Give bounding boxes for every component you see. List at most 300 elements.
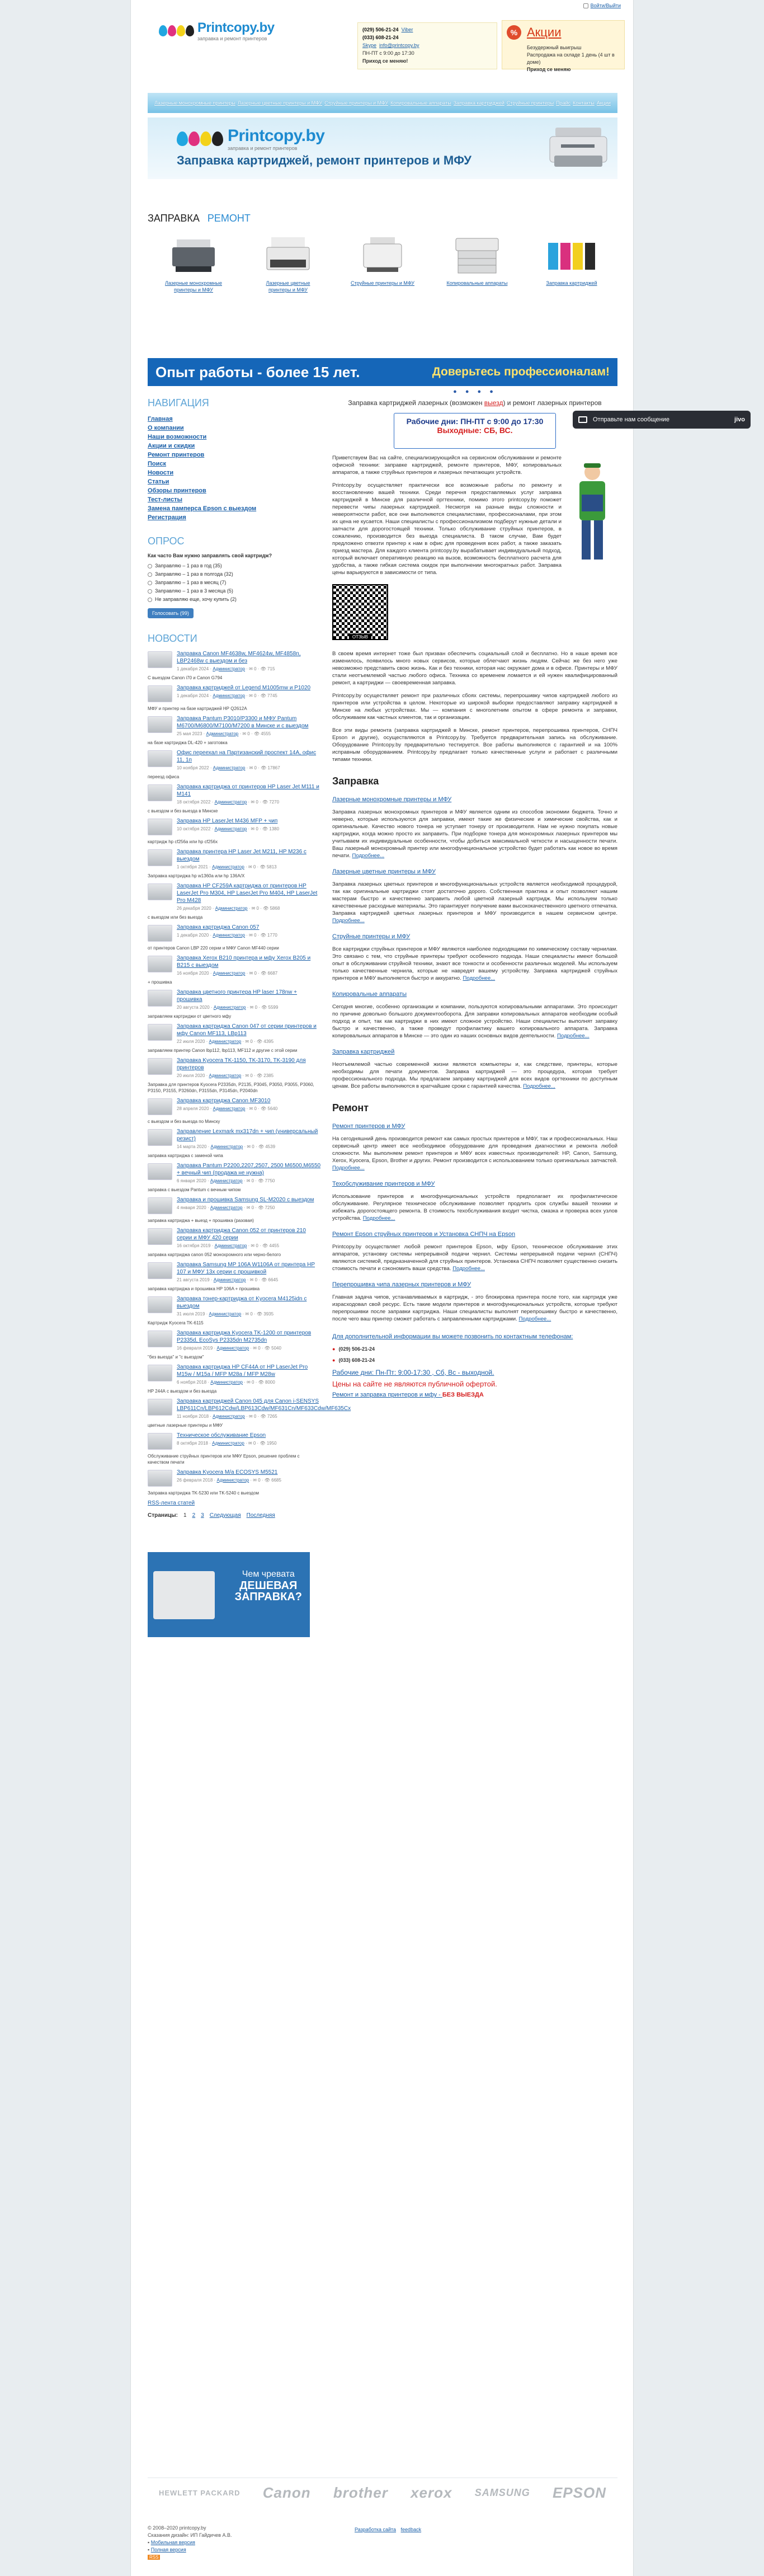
- news-item[interactable]: [148, 924, 322, 942]
- hero-banner[interactable]: [148, 117, 617, 179]
- news-item[interactable]: [148, 955, 322, 976]
- news-author[interactable]: Администратор: [210, 1178, 243, 1183]
- nav-promotions[interactable]: Акции и скидки: [148, 443, 195, 449]
- news-meta: 4 января 2020 · Администратор · ✉ 0 · 👁 7250: [177, 1205, 275, 1210]
- news-thumbnail[interactable]: [148, 1365, 172, 1381]
- news-meta: 1 декабря 2020 · Администратор · ✉ 0 · 👁 1770: [177, 933, 277, 938]
- work-hours: Рабочие дни: Пн-Пт: 9:00-17:30 , Сб, Вс - выходной.: [332, 1369, 494, 1376]
- news-thumbnail[interactable]: [148, 819, 172, 835]
- views-icon: 👁: [258, 1178, 264, 1183]
- login-link[interactable]: [583, 3, 621, 8]
- news-author[interactable]: Администратор: [210, 1144, 243, 1149]
- topnav-item[interactable]: Лазерные монохромные принтеры: [154, 100, 235, 106]
- news-title[interactable]: Заправка картриджа Canon MF3010: [177, 1098, 271, 1104]
- section-link[interactable]: Струйные принтеры и МФУ: [332, 933, 411, 940]
- promo-line-1: Безудержный выигрыш: [527, 45, 582, 50]
- comment-icon: ✉: [249, 666, 253, 671]
- footer-link-feedback[interactable]: feedback: [400, 2527, 422, 2532]
- news-meta: 16 ноября 2020 · Администратор · ✉ 0 · 👁 6687: [177, 971, 278, 976]
- views-icon: 👁: [256, 1039, 263, 1044]
- news-item[interactable]: [148, 1398, 351, 1419]
- news-thumbnail[interactable]: [148, 1262, 172, 1279]
- tab-refill[interactable]: ЗАПРАВКА: [148, 213, 200, 224]
- section-link[interactable]: Ремонт принтеров и МФУ: [332, 1123, 405, 1130]
- news-item[interactable]: [148, 1227, 322, 1248]
- outcall-link[interactable]: выезд: [484, 399, 503, 407]
- news-author[interactable]: Администратор: [214, 1243, 247, 1248]
- poll-option[interactable]: Заправляю – 1 раз в год (35): [148, 562, 322, 570]
- news-thumbnail[interactable]: [148, 1058, 172, 1075]
- nav-reviews[interactable]: Обзоры принтеров: [148, 487, 206, 494]
- news-thumbnail[interactable]: [148, 883, 172, 900]
- section-link[interactable]: Перепрошивка чипа лазерных принтеров и МФУ: [332, 1281, 471, 1288]
- days-off-text: Выходные: СБ, ВС.: [437, 426, 513, 435]
- no-offer-note: Цены на сайте не являются публичной офертой.: [332, 1380, 497, 1388]
- news-thumbnail[interactable]: [148, 716, 172, 733]
- pager-next[interactable]: Следующая: [209, 1512, 241, 1519]
- epson-logo: EPSON: [552, 2484, 606, 2501]
- news-author[interactable]: Администратор: [216, 1346, 249, 1351]
- mono-printer-icon: [167, 235, 220, 275]
- radio-icon[interactable]: [148, 581, 152, 585]
- read-more-link[interactable]: Подробнее...: [523, 1083, 555, 1089]
- views-icon: 👁: [260, 864, 266, 869]
- news-item[interactable]: [148, 1097, 322, 1115]
- news-thumbnail[interactable]: [148, 1129, 172, 1146]
- news-caption: с выездом и без выезда в Минске: [148, 808, 218, 814]
- hours-text: Рабочие дни: ПН-ПТ с 9:00 до 17:30: [406, 417, 544, 426]
- comment-icon: ✉: [247, 1380, 251, 1385]
- repair-sections: [332, 1123, 617, 1323]
- poll-option[interactable]: Заправляю – 1 раз в полгода (32): [148, 570, 322, 579]
- news-thumbnail[interactable]: [148, 1024, 172, 1041]
- poll-question: Как часто Вам нужно заправлять свой картридж?: [148, 553, 272, 558]
- poll-option[interactable]: Заправляю – 1 раз в 3 месяца (5): [148, 587, 322, 595]
- news-meta: 22 июля 2020 · Администратор · ✉ 0 · 👁 4395: [177, 1039, 274, 1044]
- skype-link[interactable]: Skype: [362, 43, 377, 48]
- working-hours-box: [394, 413, 556, 449]
- news-title[interactable]: Заправка картриджей от Legend M1005mw и P1020: [177, 685, 311, 691]
- news-thumbnail[interactable]: [148, 1098, 172, 1115]
- contact-phone-2[interactable]: ● (033) 608-21-24: [332, 1357, 375, 1363]
- news-thumbnail[interactable]: [148, 1470, 172, 1487]
- pager-last[interactable]: Последняя: [246, 1512, 275, 1519]
- news-title[interactable]: Заправка картриджа Kyocera TK-1200 от принтеров P2335d, EcoSys P2335dn M2735dn: [177, 1330, 312, 1343]
- news-thumbnail[interactable]: [148, 1197, 172, 1214]
- news-caption: от принтеров Canon LBP 220 серии и МФУ Canon MF440 серии: [148, 946, 279, 951]
- news-thumbnail[interactable]: [148, 1399, 172, 1416]
- news-item[interactable]: [148, 1057, 322, 1078]
- news-thumbnail[interactable]: [148, 990, 172, 1007]
- news-thumbnail[interactable]: [148, 750, 172, 767]
- radio-icon[interactable]: [148, 598, 152, 602]
- news-title[interactable]: Заправка картриджа Canon 052 от принтеров 210 серии и МФУ 420 серии: [177, 1228, 306, 1241]
- banner-logo-subtitle: заправка и ремонт принтеров: [228, 145, 298, 151]
- samsung-logo: SAMSUNG: [474, 2487, 530, 2498]
- news-author[interactable]: Администратор: [216, 1478, 249, 1483]
- nav-home[interactable]: Главная: [148, 416, 173, 422]
- news-title[interactable]: Заправка картриджа от принтеров HP Laser Jet M111 и M141: [177, 784, 319, 797]
- experience-title: Опыт работы - более 15 лет.: [155, 363, 360, 380]
- news-thumbnail[interactable]: [148, 1433, 172, 1450]
- news-author[interactable]: Администратор: [213, 765, 246, 770]
- news-thumbnail[interactable]: [148, 1331, 172, 1347]
- news-title[interactable]: Заправка Canon MF4638w, MF4624w, MF4858n, LBP2468w с выездом и без: [177, 651, 301, 664]
- phone-1[interactable]: (029) 506-21-24: [362, 27, 399, 32]
- news-meta: 11 ноября 2018 · Администратор · ✉ 0 · 👁 7265: [177, 1414, 277, 1419]
- intro-paragraph: Printcopy.by осуществляет практически все возможные работы по ремонту и восстановлению вашей техники. Среди перечня предоставляемых услуг заправка картриджей в Минске для различной оргтехники, помимо этого printcopy.by поможет перевести чипы лазерных картриджей. Несмотря на разные виды сложности и невероятности работ, все они выполняются специалистами, профессионалами, при этом их цена не кусается. Наши специалисты с профессионализмом подберут нужные детали и запчасти для дорогостоящей техники. Только обслуживание струйных принтеров, в сожалению, производится без выезда специалиста. В таком случае, Вам будет предложено отвезти принтер к нам в офис для проведения всех работ, а также заказать приезд мастера. Для каждого клиента printcopy.by вырабатывает индивидуальный подход, который включает оперативную реакцию на вызов, возможность бесплатного расчета для удобства, а также гибкая система скидок при выполнении многократных работ. Заправка цены варьируются в зависимости от типа.: [332, 482, 562, 576]
- news-title[interactable]: Заправка Samsung MP 106A W1106A от принтера HP 107 и МФУ 13х серии с прошивкой: [177, 1262, 315, 1275]
- news-title[interactable]: Заправление Lexmark mx317dn + чип (универсальный резист): [177, 1129, 318, 1142]
- news-item[interactable]: [148, 783, 322, 805]
- tab-repair[interactable]: РЕМОНТ: [207, 213, 251, 224]
- comment-icon: ✉: [245, 1073, 249, 1078]
- read-more-link[interactable]: Подробнее...: [518, 1316, 551, 1322]
- cheap-refill-ad[interactable]: [148, 1552, 310, 1637]
- read-more-link[interactable]: Подробнее...: [332, 1165, 365, 1171]
- qr-label: ОТЗЫВ: [349, 634, 371, 640]
- news-caption: переезд офиса: [148, 774, 180, 779]
- news-thumbnail[interactable]: [148, 1163, 172, 1180]
- views-icon: 👁: [256, 1311, 263, 1317]
- news-meta: 16 февраля 2019 · Администратор · ✉ 0 · 👁 5040: [177, 1346, 281, 1351]
- section-link[interactable]: Лазерные монохромные принтеры и МФУ: [332, 796, 452, 803]
- news-thumbnail[interactable]: [148, 784, 172, 801]
- news-item[interactable]: [148, 848, 322, 869]
- copier-icon: [450, 235, 504, 275]
- color-printer-icon: [261, 235, 315, 275]
- news-item[interactable]: [148, 1432, 322, 1450]
- pager-label: Страницы:: [148, 1512, 178, 1519]
- comment-icon: ✉: [246, 1178, 251, 1183]
- rss-link[interactable]: RSS-лента статей: [148, 1500, 195, 1506]
- comment-icon: ✉: [246, 1205, 251, 1210]
- topnav-item[interactable]: Контакты: [573, 100, 595, 106]
- news-thumbnail[interactable]: [148, 1228, 172, 1245]
- views-icon: 👁: [260, 1441, 266, 1446]
- read-more-link[interactable]: Подробнее...: [452, 1266, 485, 1272]
- sidebar-nav: [148, 415, 322, 522]
- comment-icon: ✉: [245, 1039, 249, 1044]
- nav-epson-pampers[interactable]: Замена памперса Epson с выездом: [148, 505, 257, 512]
- news-meta: 1 декабря 2024 · Администратор · ✉ 0 · 👁 7745: [177, 693, 277, 698]
- rss-icon[interactable]: RSS: [148, 2555, 160, 2560]
- news-thumbnail[interactable]: [148, 849, 172, 866]
- footer-link-dev[interactable]: Разработка сайта: [355, 2527, 397, 2532]
- promo-box[interactable]: [502, 20, 625, 72]
- read-more-link[interactable]: Подробнее...: [557, 1033, 589, 1039]
- news-author[interactable]: Администратор: [209, 1311, 242, 1317]
- section-link[interactable]: Техобслуживание принтеров и МФУ: [332, 1181, 435, 1187]
- news-title[interactable]: Заправка принтера HP Laser Jet M211, HP M236 с выездом: [177, 849, 306, 862]
- login-text[interactable]: Войти/Выйти: [590, 3, 621, 8]
- news-author[interactable]: Администратор: [209, 1073, 242, 1078]
- nav-about[interactable]: О компании: [148, 425, 184, 431]
- news-title[interactable]: Заправка Xerox B210 принтера и мфу Xerox B205 и B215 с выездом: [177, 955, 311, 969]
- news-meta: 25 мая 2023 · Администратор · ✉ 0 · 👁 4555: [177, 731, 271, 736]
- topnav-item[interactable]: Заправка картриджей: [453, 100, 504, 106]
- comment-icon: ✉: [245, 1311, 249, 1317]
- news-author[interactable]: Администратор: [213, 1106, 246, 1111]
- contacts-box: [357, 22, 497, 69]
- comment-icon: ✉: [253, 1346, 257, 1351]
- section-link[interactable]: Копировальные аппараты: [332, 991, 407, 998]
- news-item[interactable]: [148, 1162, 322, 1183]
- chat-widget[interactable]: [573, 411, 751, 429]
- news-item[interactable]: [148, 715, 322, 736]
- category-cartridges[interactable]: [538, 235, 605, 313]
- news-caption: заправка картриджа и прошивка HP 106A + прошивка: [148, 1286, 260, 1291]
- comment-icon: ✉: [249, 1277, 254, 1282]
- news-item[interactable]: [148, 1128, 322, 1149]
- news-author[interactable]: Администратор: [215, 906, 248, 911]
- promo-line-3: Приход се меняю: [527, 67, 571, 72]
- slider-dots[interactable]: ● ● ● ●: [453, 388, 497, 395]
- read-more-link[interactable]: Подробнее...: [362, 1215, 395, 1221]
- news-title[interactable]: Заправка тонер-картриджа от Kyocera M4125idn с выездом: [177, 1296, 307, 1309]
- cartridges-icon: [545, 235, 598, 275]
- pager-page[interactable]: 2: [192, 1512, 196, 1519]
- experience-subtitle: Доверьтесь профессионалам!: [432, 365, 610, 378]
- promo-line-2: Распродажа на складе 1 день (4 шт в доме): [527, 52, 615, 65]
- news-author[interactable]: Администратор: [212, 1441, 244, 1446]
- contact-phone-1[interactable]: ● (029) 506-21-24: [332, 1346, 375, 1352]
- news-thumbnail[interactable]: [148, 685, 172, 702]
- section-text: Заправка лазерных цветных принтеров и многофункциональных устройств является необходимой процедурой, так как оригинальные картриджи стоят достаточно дорого. Собственная практика и опыт позволяют нашим мастерам быстро и качественно заправить любой цветной лазерный картридж. Мы используем только качественные расходные материалы. Это гарантирует получение вами высококачественного цветного отпечатка. Заправка картриджей цветных лазерных принтеров и МФУ производится в нашем сервисном центре. Подробнее...: [332, 881, 617, 924]
- qr-code-icon[interactable]: [332, 584, 388, 640]
- topnav-item[interactable]: Акции: [596, 100, 611, 106]
- page: [130, 0, 634, 2576]
- news-author[interactable]: Администратор: [213, 933, 246, 938]
- comment-icon: ✉: [249, 933, 253, 938]
- radio-icon[interactable]: [148, 564, 152, 568]
- mobile-icon: ▪: [148, 2540, 150, 2545]
- views-icon: 👁: [261, 1106, 267, 1111]
- news-title[interactable]: Заправка HP LaserJet M436 MFP + чип: [177, 818, 278, 824]
- news-caption: МФУ и принтер на базе картриджей НР Q2612A: [148, 706, 247, 711]
- views-icon: 👁: [258, 1380, 264, 1385]
- nav-heading: НАВИГАЦИЯ: [148, 397, 209, 408]
- xerox-logo: xerox: [411, 2484, 452, 2501]
- section-text: Все картриджи струйных принтеров и МФУ являются наиболее подходящими по химическому составу чернилам. Это связано с тем, что струйные принтеры требуют особенного подхода. Наши специалисты имеют большой опыт в обслуживании струйной техники, знают все тонкости и особенности различных моделей. Мы используем только качественные чернила, которые не навредят вашему устройству. Заправка картриджей струйных принтеров и МФУ выполняется быстро и аккуратно. Подробнее...: [332, 946, 617, 981]
- topnav-item[interactable]: Прайс: [556, 100, 571, 106]
- news-caption: Заправка картриджа TK-5230 или TK-5240 с выездом: [148, 1491, 260, 1496]
- brother-logo: brother: [333, 2484, 388, 2501]
- news-author[interactable]: Администратор: [214, 826, 247, 831]
- intro-title: Заправка картриджей лазерных (возможен выезд) и ремонт лазерных принтеров: [348, 399, 602, 407]
- news-title[interactable]: Заправка Kyocera TK-1150, TK-3170, TK-3190 для принтеров: [177, 1057, 306, 1071]
- news-meta: 6 ноября 2018 · Администратор · ✉ 0 · 👁 8000: [177, 1380, 275, 1385]
- news-caption: картридж hp cf256a или hp cf256x: [148, 839, 218, 844]
- body-paragraph: Все эти виды ремонта (заправка картриджей в Минске, ремонт принтеров, перепрошивка принтеров, СНПЧ Epson и другие), осуществляются в Printcopy.by. Требуется предварительная запись на обслуживание. Оборудование Printcopy.by предварительно тестируется. Все работы выполняются с гарантией и на 100% исправным оборудованием. Printcopy.by предлагает только качественные услуги и работает с различными типами техники.: [332, 727, 617, 763]
- repair-heading: Ремонт: [332, 1102, 369, 1113]
- news-heading: НОВОСТИ: [148, 633, 197, 644]
- news-title[interactable]: Заправка Pantum P3010/P3300 и МФУ Pantum M6700/M6800/M7100/M7200 в Минске и с выездом: [177, 716, 309, 729]
- promo-title[interactable]: Акции: [527, 25, 562, 39]
- views-icon: 👁: [264, 1346, 270, 1351]
- news-item[interactable]: [148, 1469, 322, 1487]
- news-author[interactable]: Администратор: [212, 864, 244, 869]
- news-author[interactable]: Администратор: [210, 1205, 243, 1210]
- email-link[interactable]: info@printcopy.by: [379, 43, 419, 48]
- technician-illustration: [567, 460, 617, 566]
- section-text: Сегодня многие, особенно организации и компании, пользуются копировальными аппаратами. Это происходит по причине довольно большого документооборота. Для заправки копировальных аппаратов необходим особый подход и опыт, так как картриджи в них имеют сложное устройство. Наши специалисты выполнят заправку быстро и качественно, а также проведут профилактику вашего копировального аппарата. Заправка копировальных аппаратов в Минске — это один из наших основных видов деятельности. Подробнее...: [332, 1004, 617, 1039]
- news-item[interactable]: [148, 1196, 322, 1214]
- news-thumbnail[interactable]: [148, 925, 172, 942]
- news-title[interactable]: Заправка картриджа Canon 057: [177, 924, 260, 930]
- news-meta: 31 июля 2019 · Администратор · ✉ 0 · 👁 3935: [177, 1311, 274, 1317]
- poll-option[interactable]: Не заправляю еще, хочу купить (2): [148, 595, 322, 604]
- viber-link[interactable]: Viber: [401, 27, 413, 32]
- comment-icon: ✉: [248, 1414, 253, 1419]
- category-inkjet[interactable]: [349, 235, 416, 313]
- section-text: Printcopy.by осуществляет любой ремонт принтеров Epson, мфу Epson, техническое обслуживание этих аппаратов, установку системы непрерывной подачи чернил. Системы непрерывной подачи чернил (СНПЧ) являются системой, предназначенной для струйных принтеров. Установка СНПЧ позволяет существенно снизить стоимость печати и сэкономить ваши средства. Подробнее...: [332, 1244, 617, 1272]
- printer-icon: [548, 122, 609, 173]
- comment-icon: ✉: [249, 1005, 254, 1010]
- topnav-item[interactable]: Лазерные цветные принтеры и МФУ: [237, 100, 323, 106]
- topnav-item[interactable]: Струйные принтеры: [506, 100, 554, 106]
- category-color-laser[interactable]: [254, 235, 322, 313]
- mobile-version-link[interactable]: Мобильная версия: [150, 2540, 195, 2545]
- poll-option[interactable]: Заправляю – 1 раз в месяц (7): [148, 579, 322, 587]
- comment-icon: ✉: [247, 1144, 251, 1149]
- news-caption: заправляем картриджи от цветного мфу: [148, 1014, 232, 1019]
- copyright: © 2008–2020 printcopy.by: [148, 2525, 206, 2531]
- radio-icon[interactable]: [148, 572, 152, 577]
- nav-printer-repair[interactable]: Ремонт принтеров: [148, 452, 205, 458]
- views-icon: 👁: [262, 826, 268, 831]
- contact-hours: ПН-ПТ с 9:00 до 17:30: [362, 50, 414, 56]
- news-item[interactable]: [148, 1261, 322, 1282]
- news-author[interactable]: Администратор: [214, 800, 247, 805]
- views-icon: 👁: [258, 1144, 264, 1149]
- comment-icon: ✉: [251, 1243, 255, 1248]
- news-item[interactable]: [148, 650, 322, 671]
- news-item[interactable]: [148, 1329, 322, 1351]
- contact-note: Приход се меняю!: [362, 58, 408, 64]
- news-author[interactable]: Администратор: [213, 1414, 245, 1419]
- news-title[interactable]: Заправка и прошивка Samsung SL-M2020 с выездом: [177, 1197, 314, 1203]
- comment-icon: ✉: [249, 693, 253, 698]
- news-title[interactable]: Офис переехал на Партизанский проспект 14А, офис 11, 1п: [177, 750, 317, 763]
- read-more-link[interactable]: Подробнее...: [352, 853, 385, 859]
- views-icon: 👁: [260, 693, 266, 698]
- news-caption: С выездом Canon i70 и Canon G794: [148, 675, 223, 680]
- comment-icon: ✉: [251, 826, 255, 831]
- inkjet-printer-icon: [356, 235, 409, 275]
- nav-capabilities[interactable]: Наши возможности: [148, 434, 207, 440]
- news-meta: 28 апреля 2020 · Администратор · ✉ 0 · 👁 5640: [177, 1106, 278, 1111]
- news-title[interactable]: Заправка картриджа Canon 047 от серии принтеров и мфу Canon MF113, LBp113: [177, 1023, 317, 1037]
- news-item[interactable]: [148, 882, 322, 911]
- cartridge-image: [153, 1571, 215, 1619]
- news-author[interactable]: Администратор: [209, 1039, 242, 1044]
- news-author[interactable]: Администратор: [213, 1277, 246, 1282]
- logo[interactable]: [159, 20, 275, 41]
- news-title[interactable]: Техническое обслуживание Epson: [177, 1432, 266, 1439]
- topnav-item[interactable]: Копировальные аппараты: [390, 100, 451, 106]
- vote-button[interactable]: Голосовать (99): [148, 608, 194, 618]
- category-label[interactable]: Лазерные монохромные принтеры и МФУ: [164, 280, 222, 293]
- news-author[interactable]: Администратор: [213, 971, 246, 976]
- views-icon: 👁: [261, 765, 267, 770]
- news-meta: 18 октября 2022 · Администратор · ✉ 0 · 👁 7270: [177, 800, 280, 805]
- news-author[interactable]: Администратор: [213, 1005, 246, 1010]
- news-author[interactable]: Администратор: [213, 693, 246, 698]
- category-label[interactable]: Лазерные цветные принтеры и МФУ: [266, 280, 310, 293]
- poll: [148, 535, 322, 618]
- nav-articles[interactable]: Статьи: [148, 478, 169, 485]
- news-title[interactable]: Заправка Pantum P2200,2207,2507, 2500 M6500,M6550 + вечный чип (продажа не нужна): [177, 1163, 321, 1176]
- news-title[interactable]: Заправка картриджа HP CF44A от HP LaserJet Pro M15w / M15a / MFP M28a / MFP M28w: [177, 1364, 308, 1378]
- nav-news[interactable]: Новости: [148, 469, 174, 476]
- news-author[interactable]: Администратор: [213, 666, 246, 671]
- read-more-link[interactable]: Подробнее...: [332, 918, 365, 924]
- full-version-link[interactable]: Полная версия: [150, 2547, 186, 2553]
- category-label[interactable]: Заправка картриджей: [546, 280, 597, 286]
- category-mono-laser[interactable]: [160, 235, 227, 313]
- news-meta: 26 февраля 2018 · Администратор · ✉ 0 · 👁 6685: [177, 1478, 281, 1483]
- views-icon: 👁: [261, 1277, 267, 1282]
- news-title[interactable]: Заправка цветного принтера HP laser 178nw + прошивка: [177, 989, 298, 1003]
- radio-icon[interactable]: [148, 589, 152, 594]
- news-thumbnail[interactable]: [148, 1296, 172, 1313]
- section-link[interactable]: Заправка картриджей: [332, 1049, 395, 1055]
- comment-icon: ✉: [251, 800, 255, 805]
- news-title[interactable]: Заправка HP CF259A картриджа от принтеров HP LaserJet Pro M304, HP LaserJet Pro M404, HP LaserJet Pro M428: [177, 883, 318, 904]
- news-item[interactable]: [148, 1023, 322, 1044]
- news-caption: Обслуживание струйных принтеров или МФУ Epson, решение проблем с качеством печати: [148, 1454, 300, 1465]
- phone-2[interactable]: (033) 608-21-24: [362, 35, 399, 40]
- news-author[interactable]: Администратор: [206, 731, 239, 736]
- pager-page[interactable]: 3: [201, 1512, 204, 1519]
- news-thumbnail[interactable]: [148, 651, 172, 668]
- chat-brand: jivo: [734, 416, 745, 423]
- news-title[interactable]: Заправка Kyocera M/a ECOSYS M5521: [177, 1469, 278, 1475]
- section-link[interactable]: Лазерные цветные принтеры и МФУ: [332, 868, 436, 875]
- news-item[interactable]: [148, 1364, 322, 1385]
- intro-paragraph: Приветствуем Вас на сайте, специализирующийся на сервисном обслуживании и ремонте офисной техники: заправке картриджей, ремонте принтеров, МФУ, копировальных аппаратов, а также струйных принтеров и лазерных печатающих устройств.: [332, 455, 562, 476]
- news-item[interactable]: [148, 989, 322, 1010]
- phone-icon: ●: [332, 1346, 336, 1352]
- news-item[interactable]: [148, 684, 322, 702]
- section-text: Главная задача чипов, устанавливаемых в картридж, - это блокировка принтера после того, как картридж уже израсходовал свой ресурс. Есть такие модели принтеров и многофункциональных устройств, которые требуют перепрошивки после заправки картриджа. Наши специалисты выполнят перепрошивку быстро и качественно, после чего ваш принтер сможет работать с заправленными картриджами. Подробнее...: [332, 1294, 617, 1322]
- no-outcall-note: Ремонт и заправка принтеров и мфу - БЕЗ ВЫЕЗДА: [332, 1392, 484, 1398]
- contact-info-link[interactable]: Для дополнительной информации вы можете позвонить по контактным телефонам:: [332, 1333, 573, 1340]
- chat-label[interactable]: Отправьте нам сообщение: [593, 416, 669, 423]
- comment-icon: ✉: [249, 1106, 253, 1111]
- news-item[interactable]: [148, 749, 322, 770]
- banner-drops-icon: [177, 131, 223, 146]
- percent-icon: %: [507, 25, 521, 40]
- banner-logo-title: Printcopy.by: [228, 126, 325, 145]
- category-copiers[interactable]: [444, 235, 511, 313]
- category-label[interactable]: Копировальные аппараты: [446, 280, 508, 286]
- news-caption: + прошивка: [148, 980, 172, 985]
- news-title[interactable]: Заправка картриджей Canon 045 для Canon i-SENSYS LBP611Cn/LBP612Cdw/LBP613Cdw/MF631Cn/MF633Cdw/MF635Cx: [177, 1398, 351, 1412]
- news-item[interactable]: [148, 817, 322, 835]
- category-label[interactable]: Струйные принтеры и МФУ: [351, 280, 414, 286]
- news-item[interactable]: [148, 1295, 322, 1317]
- news-thumbnail[interactable]: [148, 956, 172, 972]
- topnav-item[interactable]: Струйные принтеры и МФУ: [324, 100, 389, 106]
- nav-registration[interactable]: Регистрация: [148, 514, 186, 521]
- news-author[interactable]: Администратор: [210, 1380, 243, 1385]
- read-more-link[interactable]: Подробнее...: [463, 975, 496, 981]
- nav-search[interactable]: Поиск: [148, 460, 167, 467]
- section-link[interactable]: Ремонт Epson струйных принтеров и Установка СНПЧ на Epson: [332, 1231, 516, 1238]
- nav-test-sheets[interactable]: Тест-листы: [148, 496, 182, 503]
